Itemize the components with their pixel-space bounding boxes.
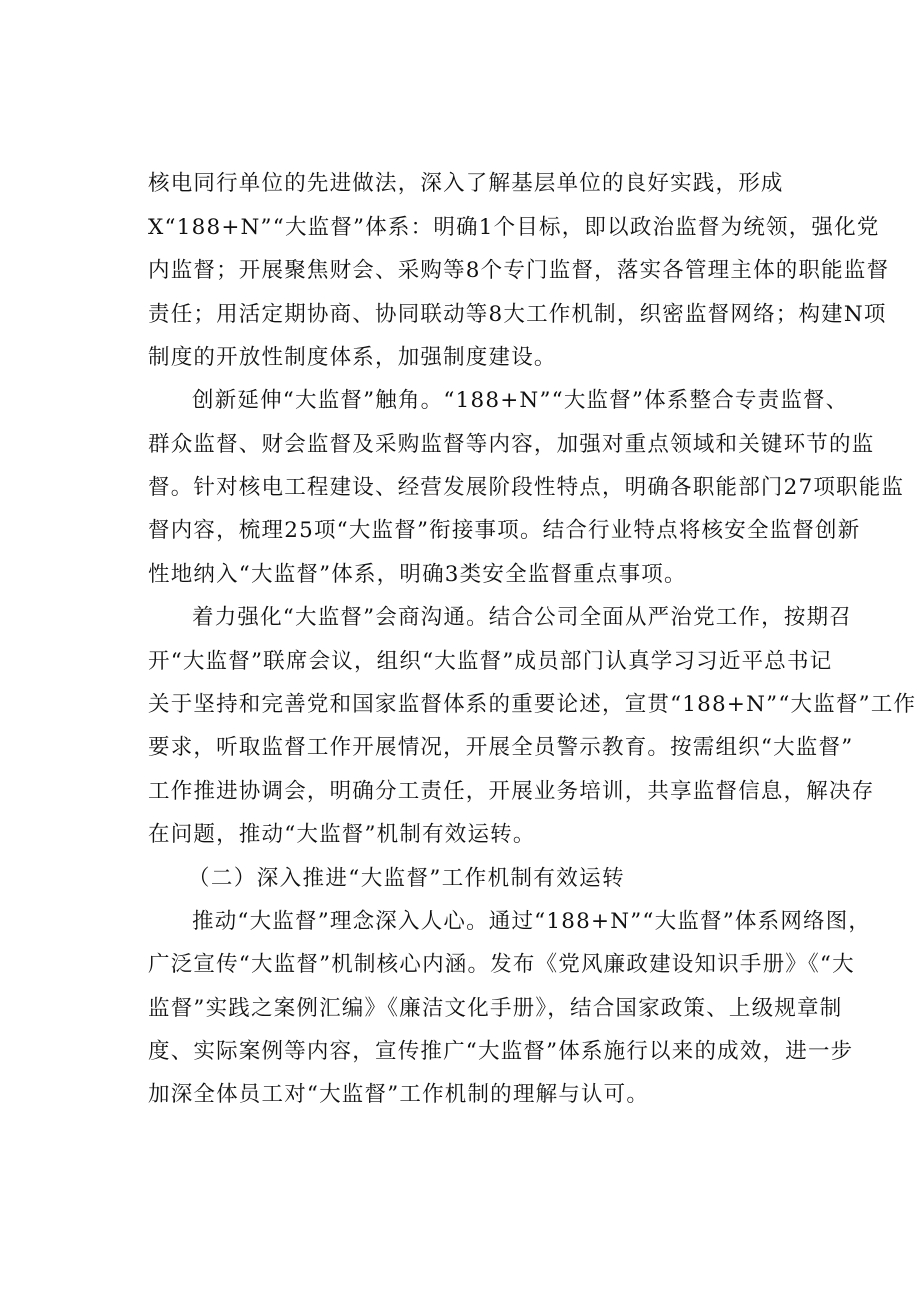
text-line: 要求，听取监督工作开展情况，开展全员警示教育。按需组织“大监督” [148, 735, 854, 760]
text-line: 群众监督、财会监督及采购监督等内容，加强对重点领域和关键环节的监 [148, 432, 875, 457]
text-line: 广泛宣传“大监督”机制核心内涵。发布《党风廉政建设知识手册》《“大 [148, 952, 855, 977]
text-line: 督。针对核电工程建设、经营发展阶段性特点，明确各职能部门27项职能监 [148, 475, 905, 500]
text-line: 性地纳入“大监督”体系，明确3类安全监督重点事项。 [148, 562, 687, 587]
text-line: 监督”实践之案例汇编》《廉洁文化手册》，结合国家政策、上级规章制 [148, 996, 843, 1021]
text-line: 督内容，梳理25项“大监督”衔接事项。结合行业特点将核安全监督创新 [148, 518, 861, 543]
text-line: X“188+N”“大监督”体系：明确1个目标，即以政治监督为统领，强化党 [148, 215, 880, 240]
text-line: 关于坚持和完善党和国家监督体系的重要论述，宣贯“188+N”“大监督”工作 [148, 692, 917, 717]
text-line: 开“大监督”联席会议，组织“大监督”成员部门认真学习习近平总书记 [148, 649, 833, 674]
paragraph-first-line: 创新延伸“大监督”触角。“188+N”“大监督”体系整合专责监督、 [192, 388, 849, 413]
text-line: 加深全体员工对“大监督”工作机制的理解与认可。 [148, 1082, 650, 1107]
text-line: 制度的开放性制度体系，加强制度建设。 [148, 345, 557, 370]
section-heading: （二）深入推进“大监督”工作机制有效运转 [188, 866, 625, 891]
text-line: 核电同行单位的先进做法，深入了解基层单位的良好实践，形成 [148, 171, 784, 196]
paragraph-first-line: 着力强化“大监督”会商沟通。结合公司全面从严治党工作，按期召 [192, 605, 852, 630]
text-line: 度、实际案例等内容，宣传推广“大监督”体系施行以来的成效，进一步 [148, 1039, 854, 1064]
text-line: 工作推进协调会，明确分工责任，开展业务培训，共享监督信息，解决存 [148, 779, 875, 804]
text-line: 内监督；开展聚焦财会、采购等8个专门监督，落实各管理主体的职能监督 [148, 258, 890, 283]
text-line: 在问题，推动“大监督”机制有效运转。 [148, 822, 536, 847]
text-line: 责任；用活定期协商、协同联动等8大工作机制，织密监督网络；构建N项 [148, 302, 887, 327]
paragraph-first-line: 推动“大监督”理念深入人心。通过“188+N”“大监督”体系网络图， [192, 909, 872, 934]
